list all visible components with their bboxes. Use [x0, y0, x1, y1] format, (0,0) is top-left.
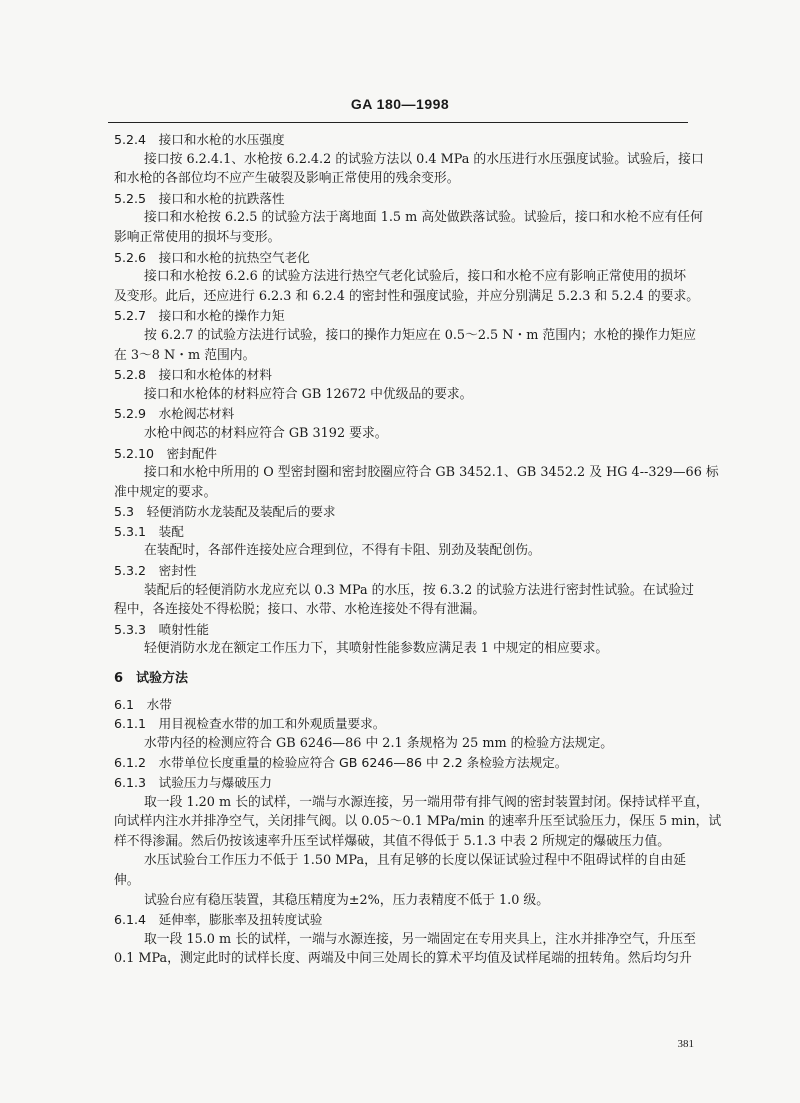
- paragraph-line: 程中，各连接处不得松脱；接口、水带、水枪连接处不得有泄漏。: [114, 602, 486, 618]
- paragraph-line: 水带内径的检测应符合 GB 6246—86 中 2.1 条规格为 25 mm 的检验方法规定。: [144, 735, 614, 751]
- paragraph-line: 接口和水枪中所用的 O 型密封圈和密封胶圈应符合 GB 3452.1、GB 3452.2 及 HG 4--329—66 标: [144, 465, 719, 481]
- paragraph-line: 装配后的轻便消防水龙应充以 0.3 MPa 的水压，按 6.3.2 的试验方法进行密封性试验。在试验过: [144, 582, 694, 598]
- standard-header: GA 180—1998: [350, 96, 450, 112]
- clause-heading-6-1-1: 6.1.1 用目视检查水带的加工和外观质量要求。: [114, 716, 386, 732]
- paragraph-line: 向试样内注水并排净空气，关闭排气阀。以 0.05～0.1 MPa/min 的速率升压至试验压力，保压 5 min，试: [114, 814, 722, 830]
- paragraph-line: 按 6.2.7 的试验方法进行试验，接口的操作力矩应在 0.5～2.5 N・m 范围内；水枪的操作力矩应: [144, 327, 697, 343]
- clause-heading-5-2-5: 5.2.5 接口和水枪的抗跌落性: [114, 190, 285, 206]
- paragraph-line: 在装配时，各部件连接处应合理到位，不得有卡阻、别劲及装配创伤。: [144, 543, 541, 559]
- clause-heading-5-2-9: 5.2.9 水枪阀芯材料: [114, 406, 235, 422]
- paragraph-line: 取一段 15.0 m 长的试样，一端与水源连接，另一端固定在专用夹具上，注水并排净空气，升压至: [144, 931, 696, 947]
- clause-heading-5-3-3: 5.3.3 喷射性能: [114, 621, 210, 637]
- paragraph-line: 试验台应有稳压装置，其稳压精度为±2%，压力表精度不低于 1.0 级。: [144, 892, 550, 908]
- clause-heading-6-1-3: 6.1.3 试验压力与爆破压力: [114, 775, 272, 790]
- paragraph-line: 水压试验台工作压力不低于 1.50 MPa，且有足够的长度以保证试验过程中不阻碍试样的自由延: [144, 853, 686, 869]
- clause-heading-5-3-1: 5.3.1 装配: [114, 523, 184, 539]
- paragraph-line: 和水枪的各部位均不应产生破裂及影响正常使用的残余变形。: [114, 171, 460, 187]
- clause-heading-6-1-2: 6.1.2 水带单位长度重量的检验应符合 GB 6246—86 中 2.2 条检验方法规定。: [114, 755, 568, 771]
- clause-heading-5-2-7: 5.2.7 接口和水枪的操作力矩: [114, 308, 285, 324]
- clause-heading-5-2-6: 5.2.6 接口和水枪的抗热空气老化: [114, 249, 310, 265]
- paragraph-line: 水枪中阀芯的材料应符合 GB 3192 要求。: [144, 425, 388, 441]
- paragraph-line: 接口按 6.2.4.1、水枪按 6.2.4.2 的试验方法以 0.4 MPa 的水压进行水压强度试验。试验后，接口: [144, 151, 704, 167]
- paragraph-line: 接口和水枪按 6.2.6 的试验方法进行热空气老化试验后，接口和水枪不应有影响正常使用的损坏: [144, 269, 686, 285]
- paragraph-line: 取一段 1.20 m 长的试样，一端与水源连接，另一端用带有排气阀的密封装置封闭。保持试样平直，: [144, 794, 709, 810]
- clause-heading-5-2-8: 5.2.8 接口和水枪体的材料: [114, 367, 272, 383]
- paragraph-line: 伸。: [114, 872, 140, 888]
- clause-heading-5-3-2: 5.3.2 密封性: [114, 563, 197, 579]
- paragraph-line: 样不得渗漏。然后仍按该速率升压至试样爆破，其值不得低于 5.1.3 中表 2 所规定的爆破压力值。: [114, 833, 671, 849]
- clause-heading-6-1: 6.1 水带: [114, 696, 172, 712]
- page-number: 381: [677, 1038, 694, 1050]
- paragraph-line: 准中规定的要求。: [114, 484, 217, 500]
- paragraph-line: 接口和水枪按 6.2.5 的试验方法于离地面 1.5 m 高处做跌落试验。试验后，接口和水枪不应有任何: [144, 210, 703, 226]
- clause-heading-6-1-4: 6.1.4 延伸率，膨胀率及扭转度试验: [114, 912, 323, 928]
- clause-heading-5-2-10: 5.2.10 密封配件: [114, 445, 218, 461]
- paragraph-line: 0.1 MPa，测定此时的试样长度、两端及中间三处周长的算术平均值及试样尾端的扭转角。然后均匀升: [114, 951, 692, 967]
- header-rule: [108, 122, 688, 123]
- clause-heading-5-2-4: 5.2.4 接口和水枪的水压强度: [114, 132, 285, 147]
- section-heading-6: 6 试验方法: [114, 671, 189, 687]
- paragraph-line: 及变形。此后，还应进行 6.2.3 和 6.2.4 的密封性和强度试验，并应分别满足 5.2.3 和 5.2.4 的要求。: [114, 288, 700, 304]
- paragraph-line: 轻便消防水龙在额定工作压力下，其喷射性能参数应满足表 1 中规定的相应要求。: [144, 641, 609, 657]
- paragraph-line: 影响正常使用的损坏与变形。: [114, 229, 281, 245]
- paragraph-line: 接口和水枪体的材料应符合 GB 12672 中优级品的要求。: [144, 386, 473, 402]
- clause-heading-5-3: 5.3 轻便消防水龙装配及装配后的要求: [114, 504, 336, 520]
- paragraph-line: 在 3～8 N・m 范围内。: [114, 347, 256, 363]
- document-body: [114, 130, 722, 969]
- section-spacer: [114, 659, 686, 669]
